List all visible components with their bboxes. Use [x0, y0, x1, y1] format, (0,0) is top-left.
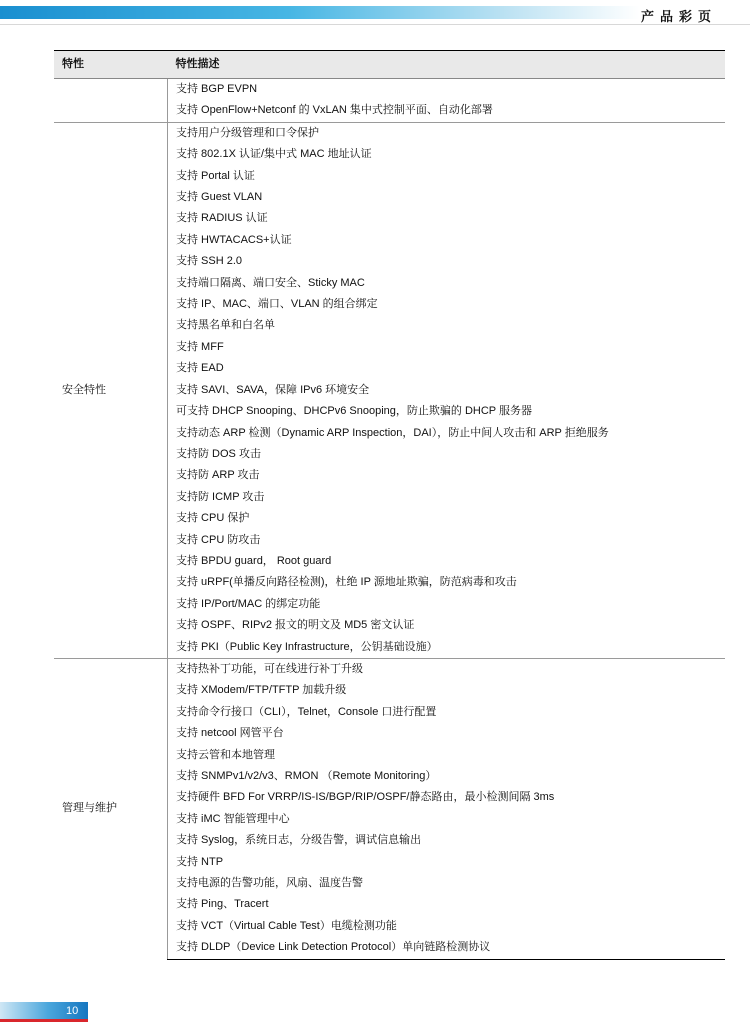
feature-description-cell: 支持 RADIUS 认证 [168, 208, 726, 229]
feature-description-cell: 支持 XModem/FTP/TFTP 加载升级 [168, 680, 726, 701]
feature-description-cell: 支持 802.1X 认证/集中式 MAC 地址认证 [168, 144, 726, 165]
feature-description-cell: 支持 SSH 2.0 [168, 251, 726, 272]
header-divider [0, 24, 750, 25]
feature-description-cell: 支持 CPU 防攻击 [168, 530, 726, 551]
feature-category-cell: 管理与维护 [54, 658, 168, 959]
feature-description-cell: 支持 Ping、Tracert [168, 894, 726, 915]
feature-description-cell: 支持 BGP EVPN [168, 79, 726, 101]
feature-description-cell: 支持 MFF [168, 337, 726, 358]
feature-description-cell: 支持 PKI（Public Key Infrastructure，公钥基础设施） [168, 637, 726, 659]
feature-description-cell: 支持黑名单和白名单 [168, 315, 726, 336]
page-number: 10 [66, 1005, 79, 1017]
feature-description-cell: 支持动态 ARP 检测（Dynamic ARP Inspection，DAI），防止中间人攻击和 ARP 拒绝服务 [168, 423, 726, 444]
feature-description-cell: 支持 Guest VLAN [168, 187, 726, 208]
feature-description-cell: 支持防 DOS 攻击 [168, 444, 726, 465]
feature-description-cell: 支持防 ARP 攻击 [168, 465, 726, 486]
feature-description-cell: 支持 VCT（Virtual Cable Test）电缆检测功能 [168, 916, 726, 937]
page-header-title: 产品彩页 [640, 9, 717, 24]
table-row [54, 122, 725, 144]
column-header-description: 特性描述 [168, 51, 726, 79]
table-row [54, 79, 725, 101]
feature-category-cell: 安全特性 [54, 122, 168, 658]
feature-description-cell: 支持 IP、MAC、端口、VLAN 的组合绑定 [168, 294, 726, 315]
feature-description-cell: 支持命令行接口（CLI），Telnet，Console 口进行配置 [168, 702, 726, 723]
feature-description-cell: 支持 netcool 网管平台 [168, 723, 726, 744]
feature-description-cell: 支持用户分级管理和口令保护 [168, 122, 726, 144]
feature-description-cell: 支持 Syslog，系统日志，分级告警，调试信息输出 [168, 830, 726, 851]
feature-description-cell: 支持 Portal 认证 [168, 166, 726, 187]
feature-description-cell: 支持 CPU 保护 [168, 508, 726, 529]
table-header-row [54, 51, 725, 79]
feature-description-cell: 支持防 ICMP 攻击 [168, 487, 726, 508]
feature-description-cell: 支持 HWTACACS+认证 [168, 230, 726, 251]
footer-accent-line [0, 1019, 88, 1022]
feature-table-body [54, 79, 725, 960]
feature-description-cell: 支持 DLDP（Device Link Detection Protocol）单向链路检测协议 [168, 937, 726, 959]
feature-description-cell: 支持电源的告警功能，风扇、温度告警 [168, 873, 726, 894]
feature-description-cell: 支持 SAVI、SAVA，保障 IPv6 环境安全 [168, 380, 726, 401]
feature-category-cell [54, 79, 168, 123]
header-decoration-bar [0, 6, 640, 19]
feature-description-cell: 支持 SNMPv1/v2/v3、RMON （Remote Monitoring） [168, 766, 726, 787]
feature-description-cell: 支持 IP/Port/MAC 的绑定功能 [168, 594, 726, 615]
feature-description-cell: 支持硬件 BFD For VRRP/IS-IS/BGP/RIP/OSPF/静态路由，最小检测间隔 3ms [168, 787, 726, 808]
feature-description-cell: 支持端口隔离、端口安全、Sticky MAC [168, 273, 726, 294]
feature-description-cell: 支持 OSPF、RIPv2 报文的明文及 MD5 密文认证 [168, 615, 726, 636]
table-row [54, 658, 725, 680]
feature-table [54, 50, 725, 960]
feature-description-cell: 支持 BPDU guard， Root guard [168, 551, 726, 572]
feature-description-cell: 支持 iMC 智能管理中心 [168, 809, 726, 830]
column-header-feature: 特性 [54, 51, 168, 79]
feature-description-cell: 支持 OpenFlow+Netconf 的 VxLAN 集中式控制平面、自动化部署 [168, 100, 726, 122]
feature-description-cell: 支持 EAD [168, 358, 726, 379]
feature-description-cell: 支持云管和本地管理 [168, 745, 726, 766]
feature-description-cell: 支持 NTP [168, 852, 726, 873]
feature-description-cell: 支持热补丁功能，可在线进行补丁升级 [168, 658, 726, 680]
feature-description-cell: 支持 uRPF(单播反向路径检测)，杜绝 IP 源地址欺骗，防范病毒和攻击 [168, 572, 726, 593]
feature-description-cell: 可支持 DHCP Snooping、DHCPv6 Snooping，防止欺骗的 DHCP 服务器 [168, 401, 726, 422]
